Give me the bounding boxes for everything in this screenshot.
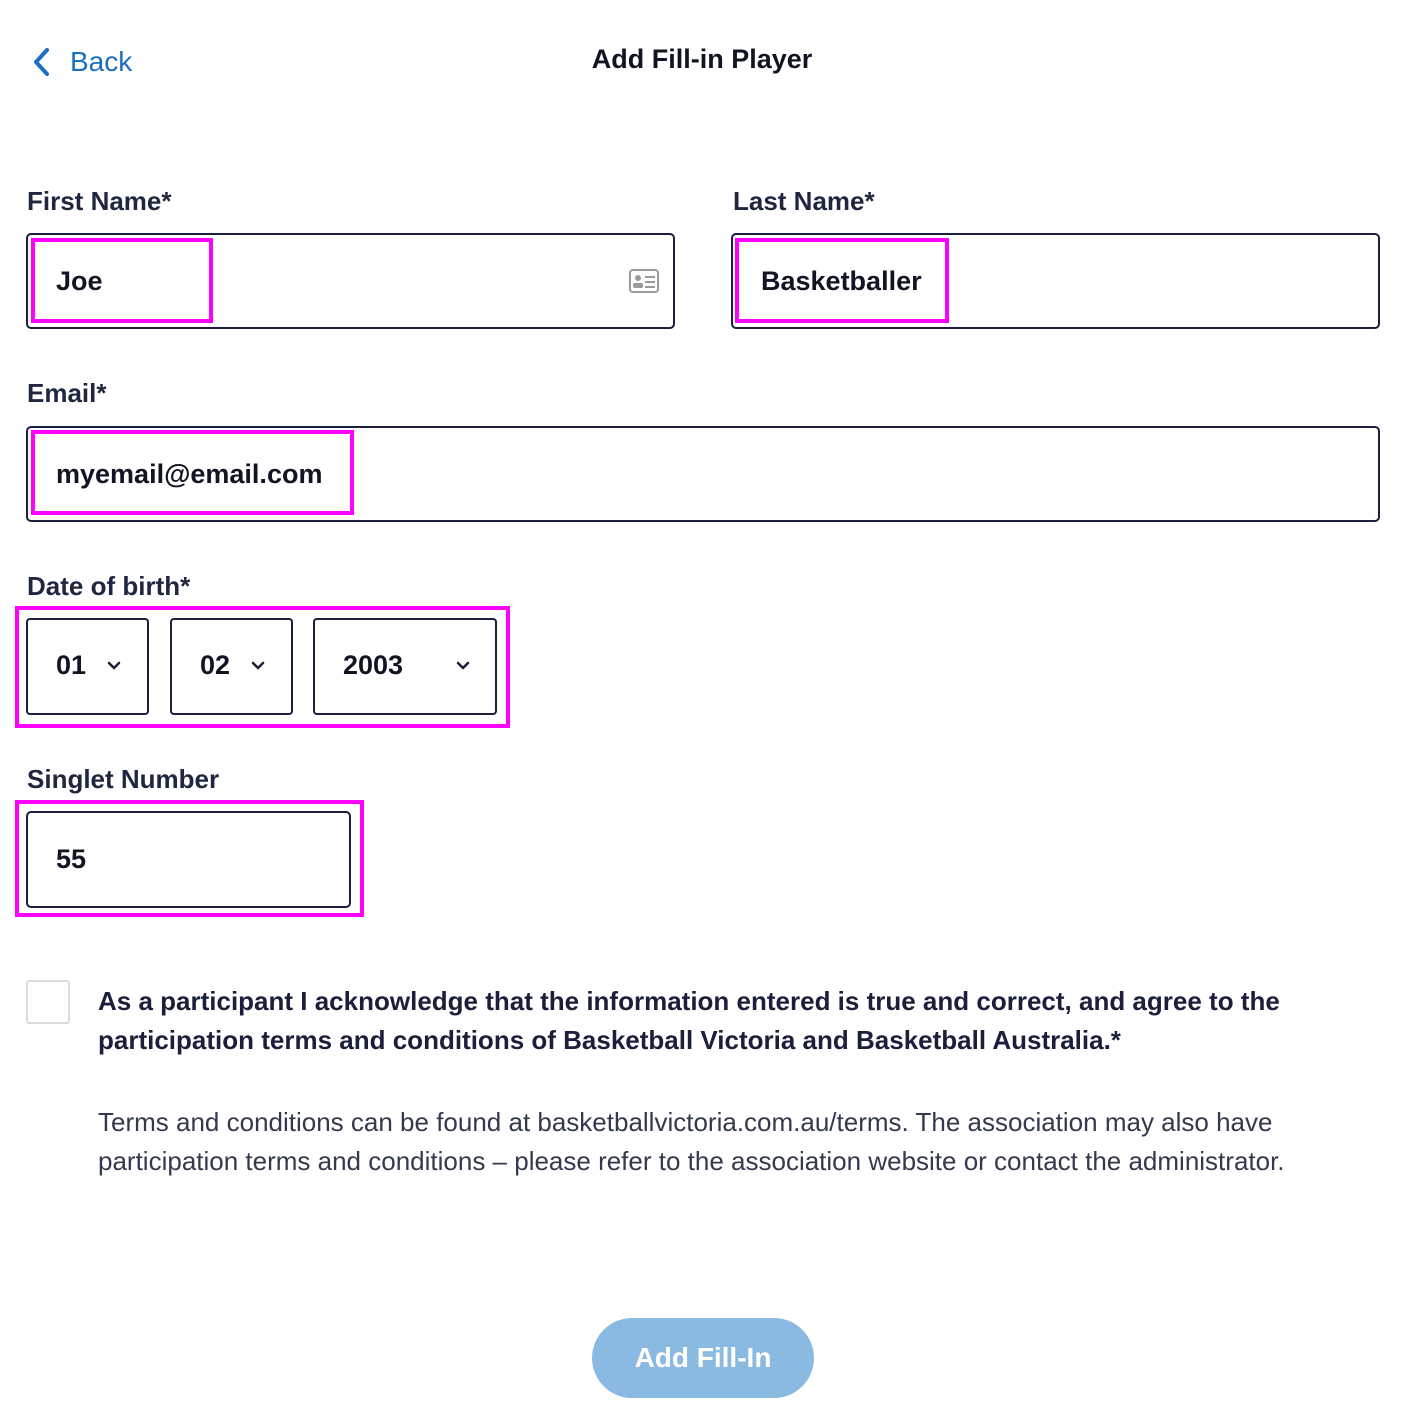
page-title: Add Fill-in Player (591, 44, 813, 74)
terms-text: Terms and conditions can be found at basketballvictoria.com.au/terms. The association may also have participation terms and conditions – please refer to the association website or contact the administrator. (98, 1107, 1285, 1176)
last-name-field-wrapper (731, 233, 1380, 329)
email-input[interactable] (28, 428, 1378, 520)
last-name-input[interactable] (733, 235, 1378, 327)
chevron-down-icon (106, 660, 122, 672)
singlet-field-wrapper (26, 811, 351, 908)
email-label: Email* (27, 378, 107, 408)
last-name-label: Last Name* (733, 186, 875, 216)
dob-label: Date of birth* (27, 571, 191, 601)
acknowledge-checkbox[interactable] (26, 980, 70, 1024)
chevron-down-icon (250, 660, 266, 672)
acknowledge-text: As a participant I acknowledge that the information entered is true and correct, and agree to the participation terms and conditions of Basketball Victoria and Basketball Australia.* (98, 986, 1280, 1055)
add-fill-in-button[interactable]: Add Fill-In (592, 1318, 814, 1398)
dob-month-select[interactable] (170, 618, 293, 715)
dob-year-select[interactable] (313, 618, 497, 715)
dob-day-value: 01 (56, 650, 87, 680)
singlet-number-input[interactable] (28, 813, 349, 906)
first-name-field-wrapper (26, 233, 675, 329)
first-name-label: First Name* (27, 186, 172, 216)
chevron-down-icon (455, 660, 471, 672)
header (0, 0, 1404, 120)
contact-card-icon[interactable] (629, 269, 659, 293)
back-label: Back (70, 46, 133, 77)
dob-day-select[interactable] (26, 618, 149, 715)
first-name-input[interactable] (28, 235, 673, 327)
dob-year-value: 2003 (343, 650, 404, 680)
singlet-label: Singlet Number (27, 764, 220, 794)
email-field-wrapper (26, 426, 1380, 522)
dob-month-value: 02 (200, 650, 231, 680)
